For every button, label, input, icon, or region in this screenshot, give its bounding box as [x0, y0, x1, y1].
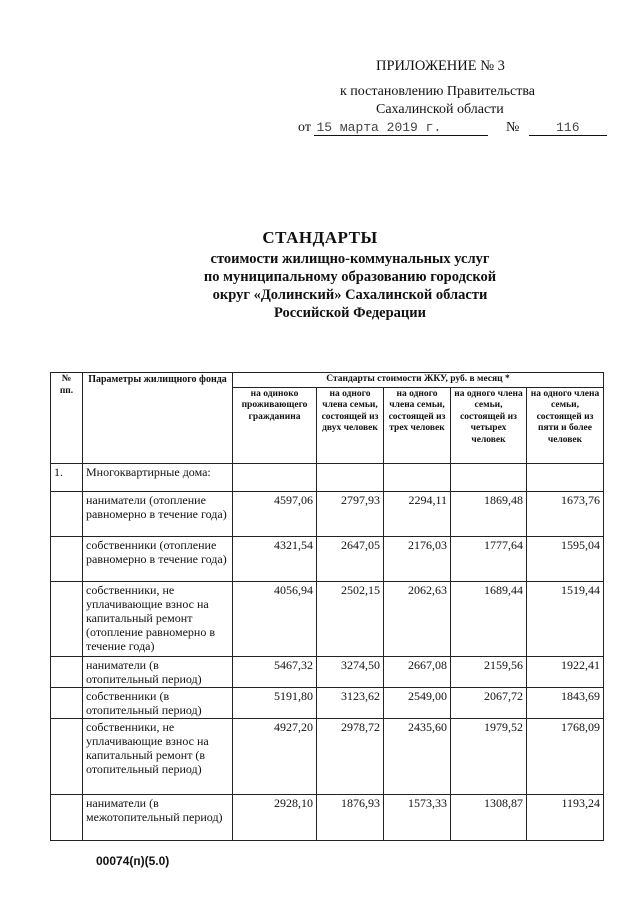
date-prefix: от: [298, 120, 311, 135]
cell-value: 1673,76: [527, 491, 604, 536]
subtitle-line: Российской Федерации: [273, 305, 426, 321]
table-row: [51, 794, 604, 840]
row-label: собственники (отопление равномерно в течение года): [83, 536, 233, 581]
decree-line-2: Сахалинской области: [376, 102, 504, 117]
standards-table: [50, 372, 604, 841]
cell-value: 2928,10: [233, 794, 317, 840]
cell-value: 4321,54: [233, 536, 317, 581]
cell-value: 1876,93: [317, 794, 384, 840]
row-label: наниматели (в отопительный период): [83, 656, 233, 687]
row-label: собственники, не уплачивающие взнос на капитальный ремонт (отопление равномерно в течение года): [83, 581, 233, 656]
cell-value: 2294,11: [384, 491, 451, 536]
subtitle-line: округ «Долинский» Сахалинской области: [212, 287, 488, 303]
cell-value: 1869,48: [451, 491, 527, 536]
footer-code: 00074(п)(5.0): [96, 854, 170, 868]
cell-value: 1193,24: [527, 794, 604, 840]
section-index: 1.: [51, 463, 83, 491]
col-header-params: Параметры жилищного фонда: [83, 373, 233, 464]
cell-value: 2062,63: [384, 581, 451, 656]
cell-value: 2067,72: [451, 687, 527, 718]
cell-value: 3123,62: [317, 687, 384, 718]
cell-value: 1843,69: [527, 687, 604, 718]
cell-value: 1777,64: [451, 536, 527, 581]
cell-value: 4056,94: [233, 581, 317, 656]
cell-value: 1519,44: [527, 581, 604, 656]
section-row: [51, 463, 604, 491]
col-header-group: Стандарты стоимости ЖКУ, руб. в месяц *: [233, 373, 604, 388]
row-label: наниматели (в межотопительный период): [83, 794, 233, 840]
cell-value: 1922,41: [527, 656, 604, 687]
number-prefix: №: [505, 120, 520, 135]
col-header-family-2: на одного члена семьи, состоящей из двух человек: [317, 387, 384, 463]
cell-value: 3274,50: [317, 656, 384, 687]
cell-value: 1689,44: [451, 581, 527, 656]
cell-value: 2435,60: [384, 718, 451, 794]
row-label: собственники (в отопительный период): [83, 687, 233, 718]
table-row: [51, 581, 604, 656]
cell-value: 2549,00: [384, 687, 451, 718]
col-header-number: № пп.: [51, 373, 83, 464]
cell-value: 1573,33: [384, 794, 451, 840]
cell-value: 1595,04: [527, 536, 604, 581]
decree-number: 116: [529, 120, 607, 136]
col-header-family-5: на одного члена семьи, состоящей из пяти и более человек: [527, 387, 604, 463]
document-title: СТАНДАРТЫ: [262, 228, 378, 247]
document-subtitle: [160, 250, 540, 322]
cell-value: 2176,03: [384, 536, 451, 581]
cell-value: 1768,09: [527, 718, 604, 794]
col-header-family-4: на одного члена семьи, состоящей из четырех человек: [451, 387, 527, 463]
cell-value: 2978,72: [317, 718, 384, 794]
cell-value: 5191,80: [233, 687, 317, 718]
cell-value: 4597,06: [233, 491, 317, 536]
decree-date: 15 марта 2019 г.: [314, 120, 488, 136]
row-label: собственники, не уплачивающие взнос на капитальный ремонт (в отопительный период): [83, 718, 233, 794]
table-row: [51, 718, 604, 794]
cell-value: 1308,87: [451, 794, 527, 840]
decree-line-1: к постановлению Правительства: [340, 84, 536, 99]
section-label: Многоквартирные дома:: [83, 463, 233, 491]
cell-value: 2159,56: [451, 656, 527, 687]
cell-value: 1979,52: [451, 718, 527, 794]
subtitle-line: по муниципальному образованию городской: [203, 269, 497, 285]
appendix-title: ПРИЛОЖЕНИЕ № 3: [376, 58, 505, 74]
table-row: [51, 687, 604, 718]
table-row: [51, 656, 604, 687]
col-header-single: на одиноко проживающего гражданина: [233, 387, 317, 463]
cell-value: 2502,15: [317, 581, 384, 656]
subtitle-line: стоимости жилищно-коммунальных услуг: [210, 251, 490, 267]
cell-value: 2667,08: [384, 656, 451, 687]
col-header-family-3: на одного члена семьи, состоящей из трех человек: [384, 387, 451, 463]
cell-value: 4927,20: [233, 718, 317, 794]
cell-value: 5467,32: [233, 656, 317, 687]
cell-value: 2797,93: [317, 491, 384, 536]
table-row: [51, 536, 604, 581]
table-row: [51, 491, 604, 536]
decree-date-line: [298, 120, 607, 136]
row-label: наниматели (отопление равномерно в течение года): [83, 491, 233, 536]
cell-value: 2647,05: [317, 536, 384, 581]
